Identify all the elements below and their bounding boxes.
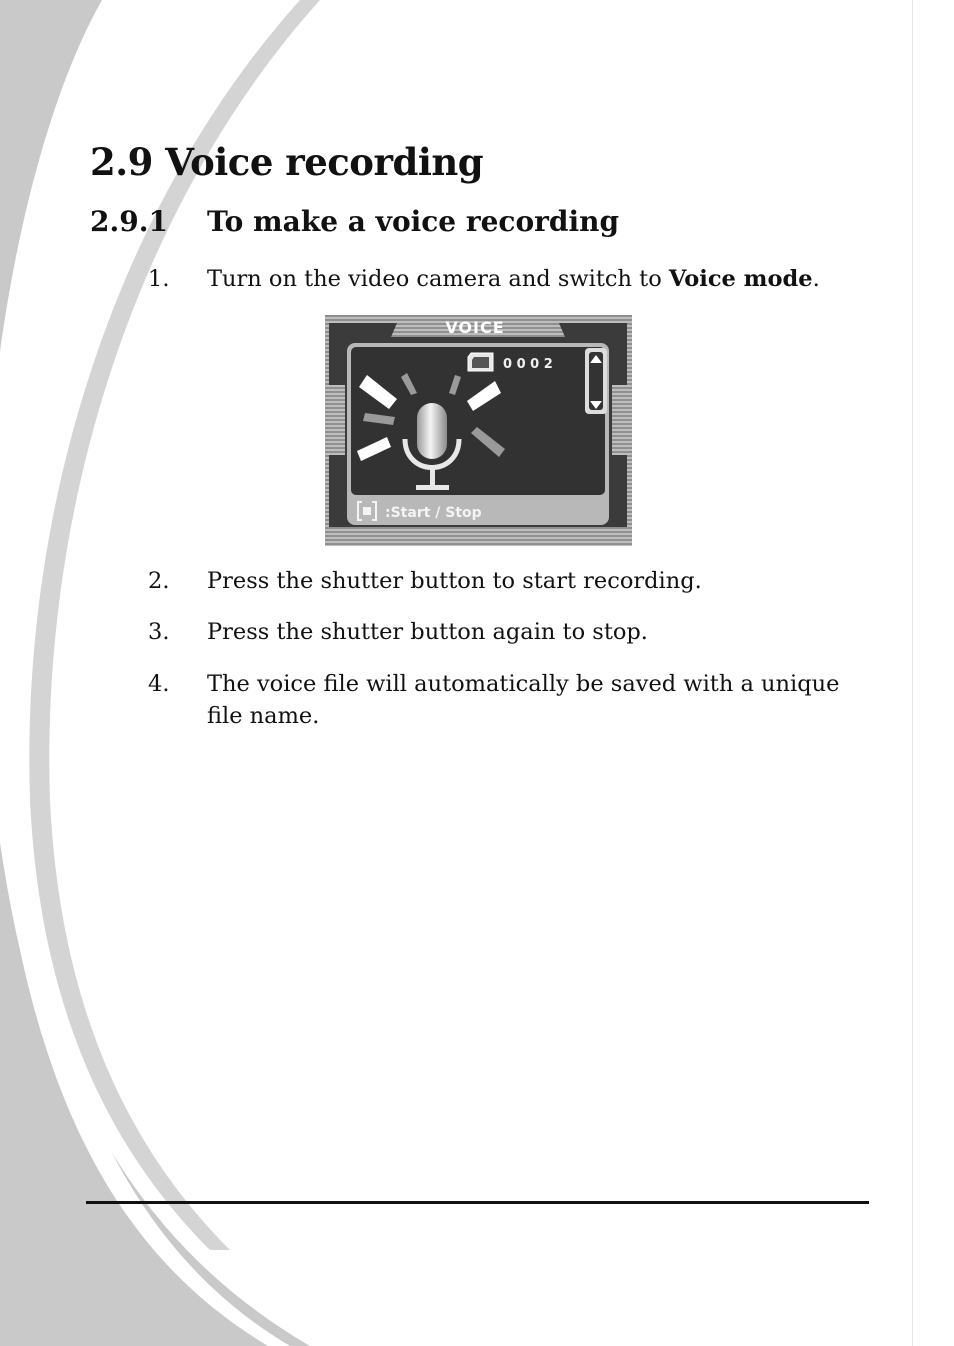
step-number: 4. [148, 671, 170, 697]
step-number: 1. [148, 266, 170, 292]
step-text: Press the shutter button to start recording. [207, 568, 702, 594]
mode-title: VOICE [445, 318, 505, 337]
step-text: Press the shutter button again to stop. [207, 619, 648, 645]
subsection-number: 2.9.1 [90, 205, 168, 238]
step-number: 3. [148, 619, 170, 645]
section-title: 2.9 Voice recording [90, 140, 484, 184]
start-stop-hint: :Start / Stop [385, 505, 482, 521]
voice-mode-screenshot [325, 315, 632, 546]
footer-rule [86, 1201, 869, 1204]
voice-mode-term: Voice mode [668, 266, 813, 292]
step-text: Turn on the video camera and switch to Voice mode. [207, 266, 820, 292]
step-number: 2. [148, 568, 170, 594]
subsection-title: To make a voice recording [207, 205, 620, 238]
page-edge [912, 0, 913, 1346]
scroll-indicator [585, 348, 607, 414]
step-text: The voice file will automatically be saved with a unique file name. [207, 671, 840, 729]
memory-card-icon [468, 353, 493, 371]
file-counter: 0 0 0 2 [503, 357, 553, 372]
